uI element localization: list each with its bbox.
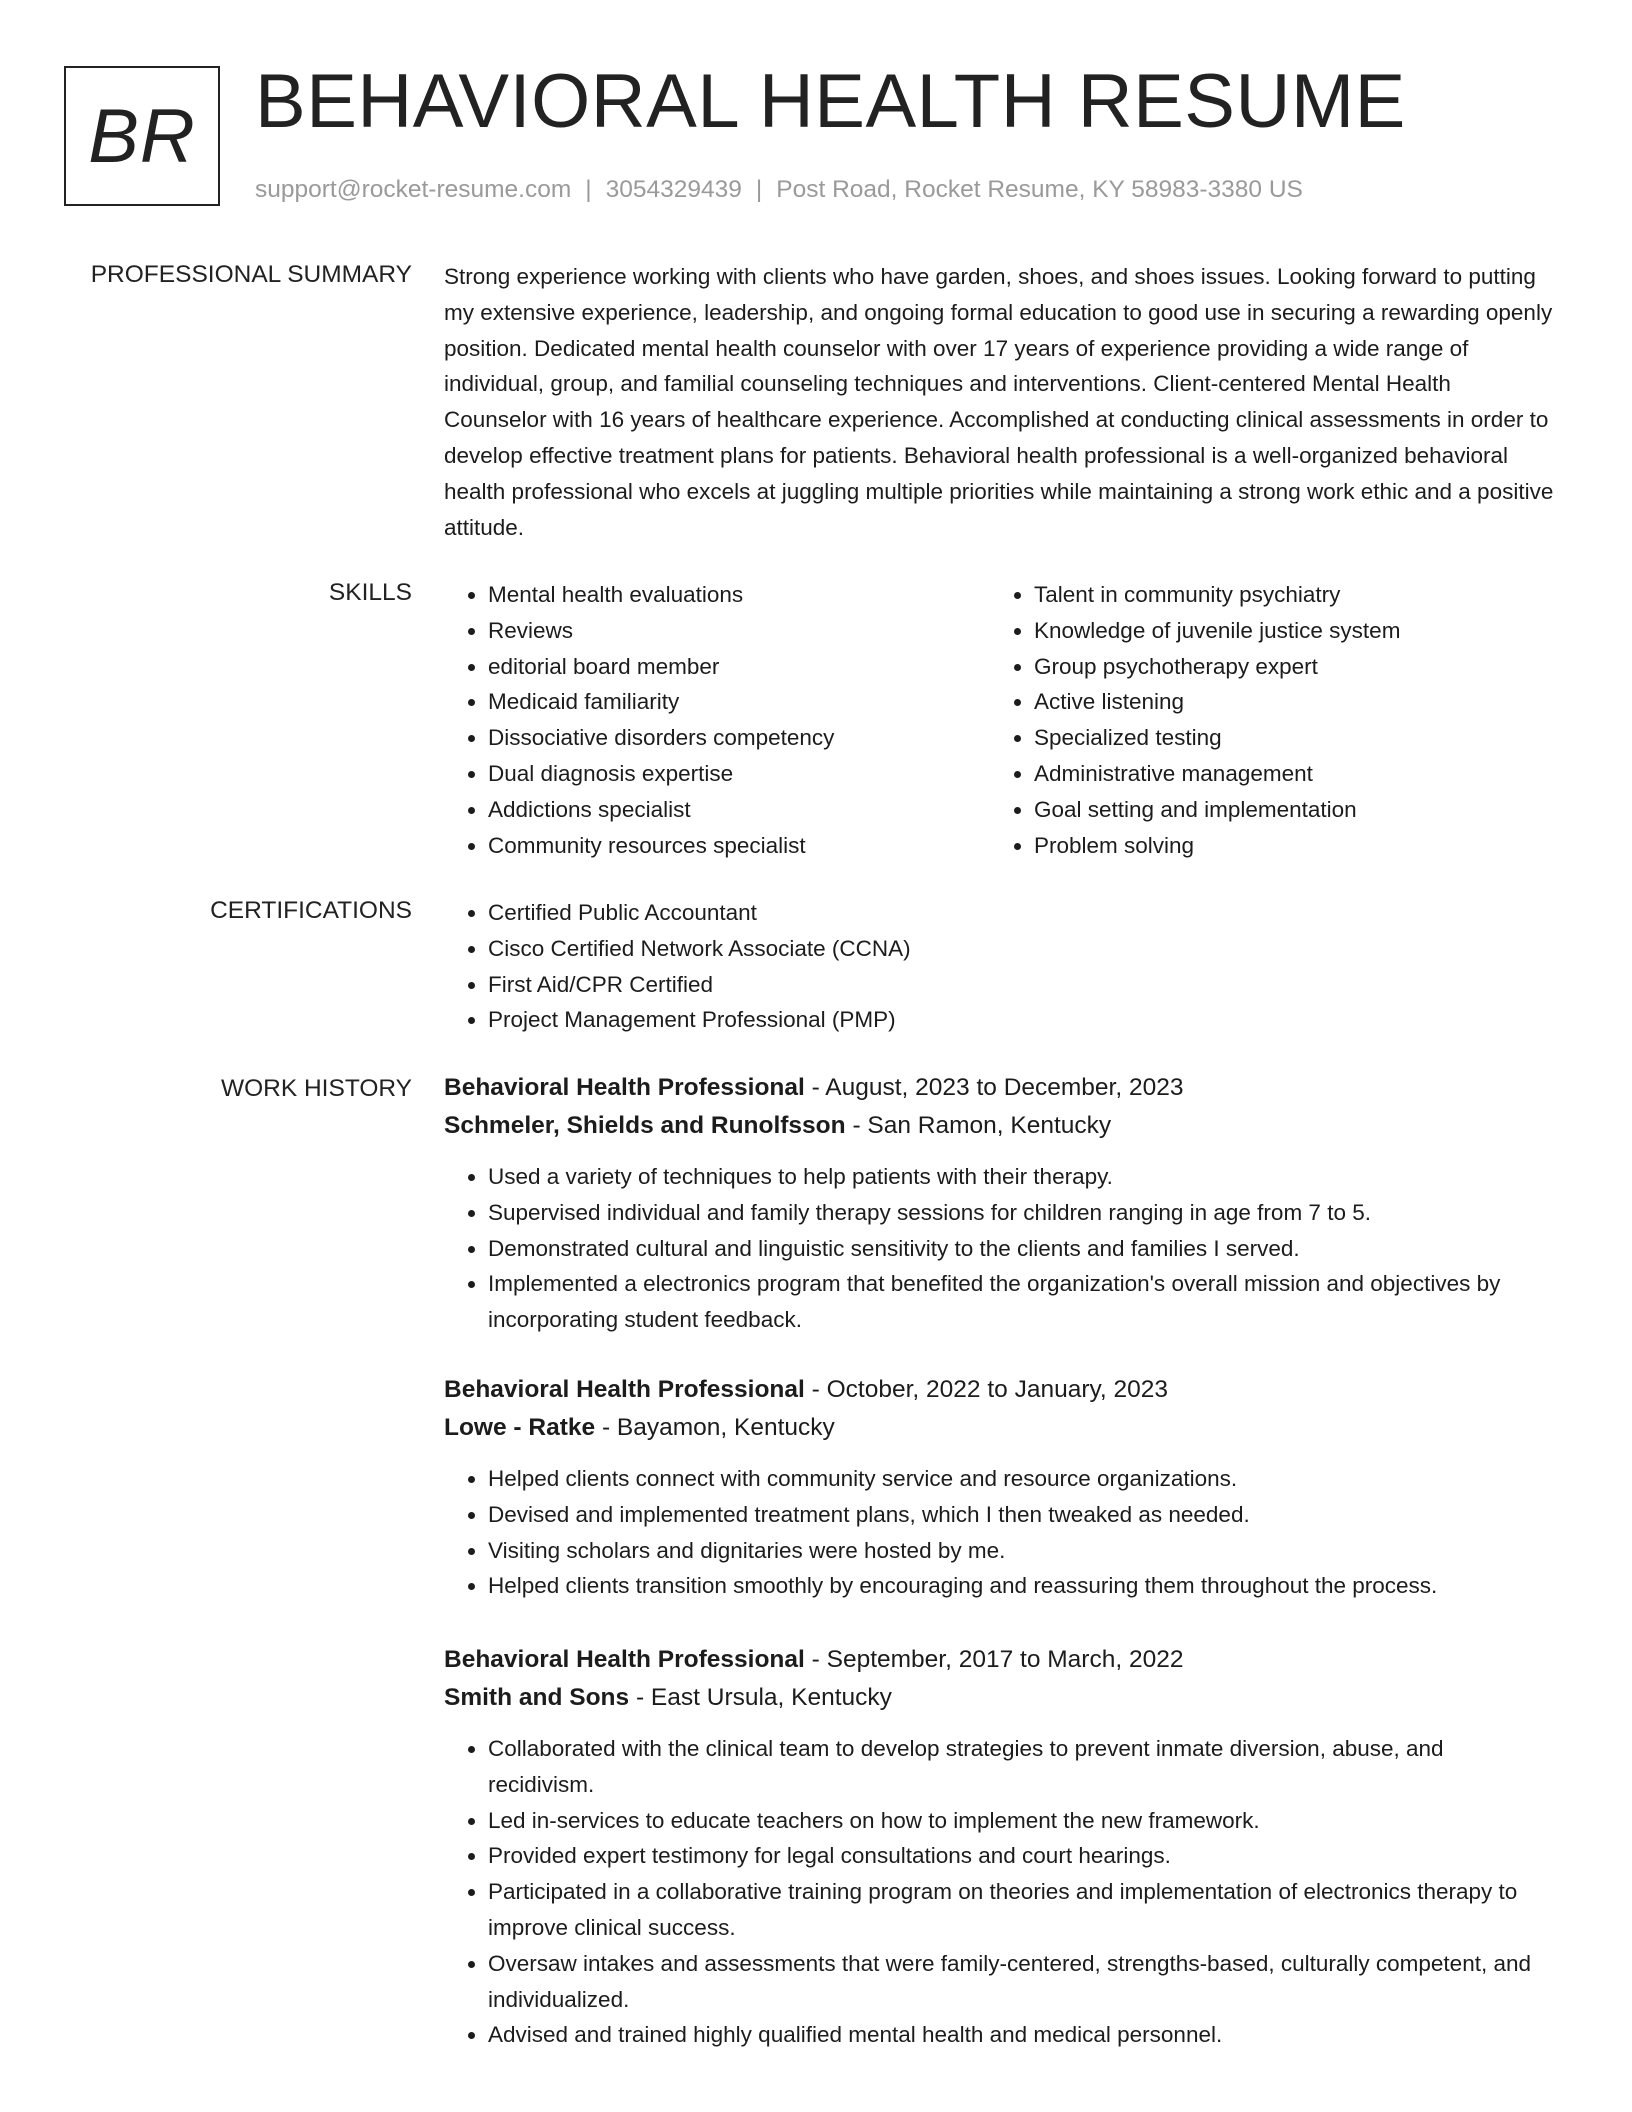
job-duty: • Helped clients connect with community service and resource organizations.: [488, 1461, 1556, 1497]
job-duty: • Collaborated with the clinical team to develop strategies to prevent inmate diversion, abuse, and recidivism.: [488, 1731, 1556, 1803]
section-label-work-history: WORK HISTORY: [220, 1075, 412, 1102]
contact-phone[interactable]: 3054329439: [605, 176, 742, 203]
job-duty: • Implemented a electronics program that benefited the organization's overall mission and objectives by incorporating student feedback.: [488, 1266, 1556, 1338]
job-title-line: [444, 1069, 1556, 1107]
skill-item: • Talent in community psychiatry: [1034, 577, 1536, 613]
job-body: [444, 1641, 1556, 2053]
skill-item: • Group psychotherapy expert: [1034, 649, 1536, 685]
job-duty: • Helped clients transition smoothly by encouraging and reassuring them throughout the process.: [488, 1568, 1556, 1604]
skill-item: • Mental health evaluations: [488, 577, 990, 613]
skills-column-right: [990, 577, 1536, 863]
summary-text: Strong experience working with clients who have garden, shoes, and shoes issues. Looking forward to putting my extensive experience, leadership, and ongoing formal education to good use in securing a rewarding openly position. Dedicated mental health counselor with over 17 years of experience providing a wide range of individual, group, and familial counseling techniques and interventions. Client-centered Mental Health Counselor with 16 years of healthcare experience. Accomplished at conducting clinical assessments in order to develop effective treatment plans for patients. Behavioral health professional is a well-organized behavioral health professional who excels at juggling multiple priorities while maintaining a strong work ethic and a positive attitude.: [444, 264, 1554, 540]
job-title: Behavioral Health Professional: [444, 1376, 805, 1403]
summary-body: [444, 259, 1556, 545]
job-dates: - October, 2022 to January, 2023: [811, 1376, 1169, 1403]
job-duty: • Demonstrated cultural and linguistic sensitivity to the clients and families I served.: [488, 1231, 1556, 1267]
skill-item: • Reviews: [488, 613, 990, 649]
skill-item: • Medicaid familiarity: [488, 684, 990, 720]
skill-item: • Addictions specialist: [488, 792, 990, 828]
skill-item: • Dissociative disorders competency: [488, 720, 990, 756]
job-duty: • Participated in a collaborative training program on theories and implementation of electronics therapy to improve clinical success.: [488, 1874, 1556, 1946]
skill-item: • Goal setting and implementation: [1034, 792, 1536, 828]
job-title: Behavioral Health Professional: [444, 1074, 805, 1101]
skill-item: • Dual diagnosis expertise: [488, 756, 990, 792]
job-duty: • Advised and trained highly qualified mental health and medical personnel.: [488, 2017, 1556, 2053]
resume-title: BEHAVIORAL HEALTH RESUME: [255, 59, 1406, 144]
job-body: [444, 1069, 1556, 1338]
contact-separator: |: [755, 176, 763, 203]
section-label-certifications: CERTIFICATIONS: [210, 897, 412, 924]
job-duty: • Provided expert testimony for legal consultations and court hearings.: [488, 1838, 1556, 1874]
job-location: - Bayamon, Kentucky: [601, 1414, 835, 1441]
job-body: [444, 1371, 1556, 1604]
job-duty: • Supervised individual and family therapy sessions for children ranging in age from 7 to 5.: [488, 1195, 1556, 1231]
skill-item: • Problem solving: [1034, 828, 1536, 864]
certification-item: • Cisco Certified Network Associate (CCNA): [488, 931, 1556, 967]
job-duty: • Led in-services to educate teachers on how to implement the new framework.: [488, 1803, 1556, 1839]
job-company-line: [444, 1409, 1556, 1447]
contact-separator: |: [585, 176, 592, 203]
skill-item: • Administrative management: [1034, 756, 1536, 792]
job-company-line: [444, 1107, 1556, 1145]
skill-item: • Knowledge of juvenile justice system: [1034, 613, 1536, 649]
job-duty: • Oversaw intakes and assessments that were family-centered, strengths-based, culturally competent, and individualized.: [488, 1946, 1556, 2018]
skills-column-left: [444, 577, 990, 863]
skill-item: • Specialized testing: [1034, 720, 1536, 756]
skills-columns: [444, 577, 1556, 863]
section-label-summary: PROFESSIONAL SUMMARY: [90, 261, 412, 288]
job-company-line: [444, 1679, 1556, 1717]
skills-body: [444, 577, 1556, 863]
skill-item: • Active listening: [1034, 684, 1536, 720]
job-company: Lowe - Ratke: [444, 1414, 596, 1441]
job-location: - San Ramon, Kentucky: [852, 1112, 1112, 1139]
certification-item: • First Aid/CPR Certified: [488, 967, 1556, 1003]
section-label-skills: SKILLS: [328, 579, 412, 606]
job-company: Schmeler, Shields and Runolfsson: [444, 1112, 846, 1139]
job-company: Smith and Sons: [444, 1684, 630, 1711]
contact-email[interactable]: support@rocket-resume.com: [255, 176, 572, 203]
job-title-line: [444, 1371, 1556, 1409]
job-duty: • Visiting scholars and dignitaries were hosted by me.: [488, 1533, 1556, 1569]
contact-line: [255, 172, 1303, 208]
monogram-logo: [64, 66, 220, 206]
monogram-initials: BR: [88, 93, 196, 179]
job-duty: • Used a variety of techniques to help patients with their therapy.: [488, 1159, 1556, 1195]
certifications-body: [444, 895, 1556, 1038]
skill-item: • Community resources specialist: [488, 828, 990, 864]
job-dates: - September, 2017 to March, 2022: [811, 1646, 1184, 1673]
certification-item: • Project Management Professional (PMP): [488, 1002, 1556, 1038]
job-location: - East Ursula, Kentucky: [635, 1684, 892, 1711]
job-dates: - August, 2023 to December, 2023: [811, 1074, 1184, 1101]
certification-item: • Certified Public Accountant: [488, 895, 1556, 931]
job-duty: • Devised and implemented treatment plans, which I then tweaked as needed.: [488, 1497, 1556, 1533]
skill-item: • editorial board member: [488, 649, 990, 685]
contact-address: Post Road, Rocket Resume, KY 58983-3380 US: [776, 176, 1303, 203]
job-title: Behavioral Health Professional: [444, 1646, 805, 1673]
job-title-line: [444, 1641, 1556, 1679]
